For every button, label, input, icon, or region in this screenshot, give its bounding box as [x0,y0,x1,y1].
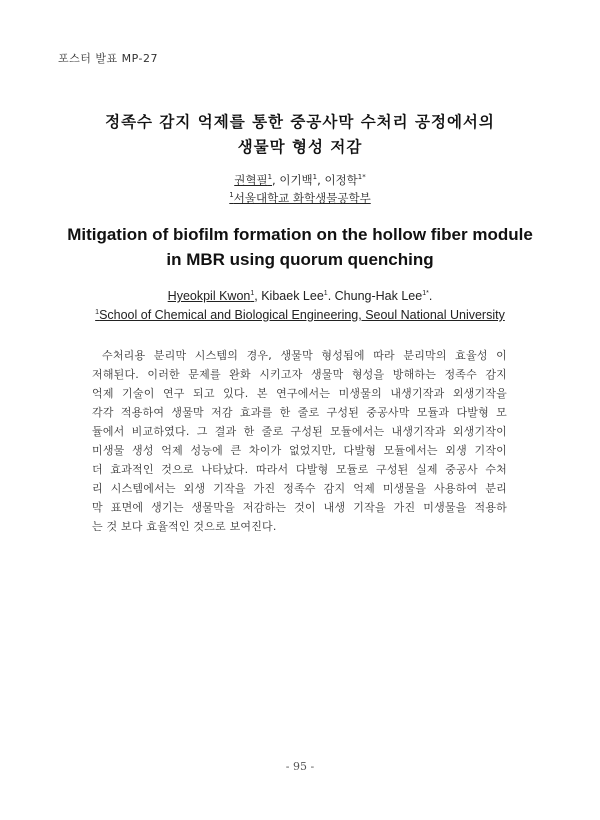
abstract-line: 막 표면에 생기는 생물막을 저감하는 것이 내생 기작을 가진 미생물을 적용하 [92,501,507,514]
korean-presenting-author [234,173,272,187]
korean-affiliation [0,189,600,207]
author-name: 이기백 [279,173,313,187]
korean-authors-block [0,171,600,207]
korean-title-line: 생물막 형성 저감 [237,138,363,156]
abstract-line: 수처리용 분리막 시스템의 경우, 생물막 형성됨에 따라 분리막의 효율성 이 [102,349,507,362]
affiliation-mark: 1 [95,308,100,316]
author-affiliation-mark: 1* [422,289,429,297]
abstract-line: 는 것 보다 효율적인 것으로 보여진다. [92,520,277,533]
author-name: Hyeokpil Kwon [167,289,251,303]
author-name: Kibaek Lee [261,289,324,303]
korean-title [0,110,600,160]
abstract-line: 리 시스템에서는 외생 기작을 가진 정족수 감지 억제 미생물을 사용하여 분리 [92,482,507,495]
author-affiliation-mark: 1 [312,173,318,182]
author-name: 이정학 [324,173,358,187]
english-title [0,222,600,272]
english-presenting-author [168,289,255,303]
abstract-line: 더 효과적인 것으로 나타났다. 따라서 다발형 모듈로 구성된 실제 중공사 수처 [92,463,507,476]
english-author [335,289,429,303]
affiliation-text: 서울대학교 화학생물공학부 [233,191,371,205]
english-title-line: in MBR using quorum quenching [166,250,434,269]
english-authors-block [0,287,600,325]
english-author-list: Hyeokpil Kwon$^1$, Kibaek Lee$^1$. Chung-Hak Lee$^{1*}$. [167,289,433,303]
korean-author [279,173,317,187]
abstract-line: 듈에서 비교하였다. 그 결과 한 줄로 구성된 모듈에서는 내생기작과 외생기작이 [92,425,507,438]
abstract-line: 각각 적용하여 생물막 저감 효과를 한 줄로 구성된 중공사막 모듈과 다발형 모 [92,406,507,419]
english-title-line: Mitigation of biofilm formation on the hollow fiber module [67,225,533,244]
session-label: 포스터 발표 MP-27 [58,52,158,65]
author-affiliation-mark: 1 [267,173,273,182]
affiliation-text: School of Chemical and Biological Engineering, Seoul National University [99,308,505,322]
korean-author [324,173,365,187]
abstract-line: 미생물 생성 억제 성능에 큰 차이가 없었지만, 다발형 모듈에서는 외생 기작이 [92,444,507,457]
affiliation-mark: 1 [229,191,234,200]
author-name: Chung-Hak Lee [334,289,423,303]
korean-title-line: 정족수 감지 억제를 통한 중공사막 수처리 공정에서의 [105,113,495,131]
author-name: 권혁필 [234,173,268,187]
korean-author-list: 권혁필$^1$, 이기백$^1$, 이정학$^{1*}$ [234,173,366,187]
author-affiliation-mark: 1 [250,289,255,297]
english-affiliation [0,306,600,325]
abstract-body [92,346,507,536]
author-affiliation-mark: 1* [357,173,366,182]
page-number: - 95 - [285,760,315,773]
english-author [261,289,327,303]
abstract-line: 저해된다. 이러한 문제를 완화 시키고자 생물막 형성을 방해하는 정족수 감지 [92,368,507,381]
author-affiliation-mark: 1 [323,289,328,297]
abstract-line: 억제 기술이 연구 되고 있다. 본 연구에서는 미생물의 내생기작과 외생기작을 [92,387,507,400]
